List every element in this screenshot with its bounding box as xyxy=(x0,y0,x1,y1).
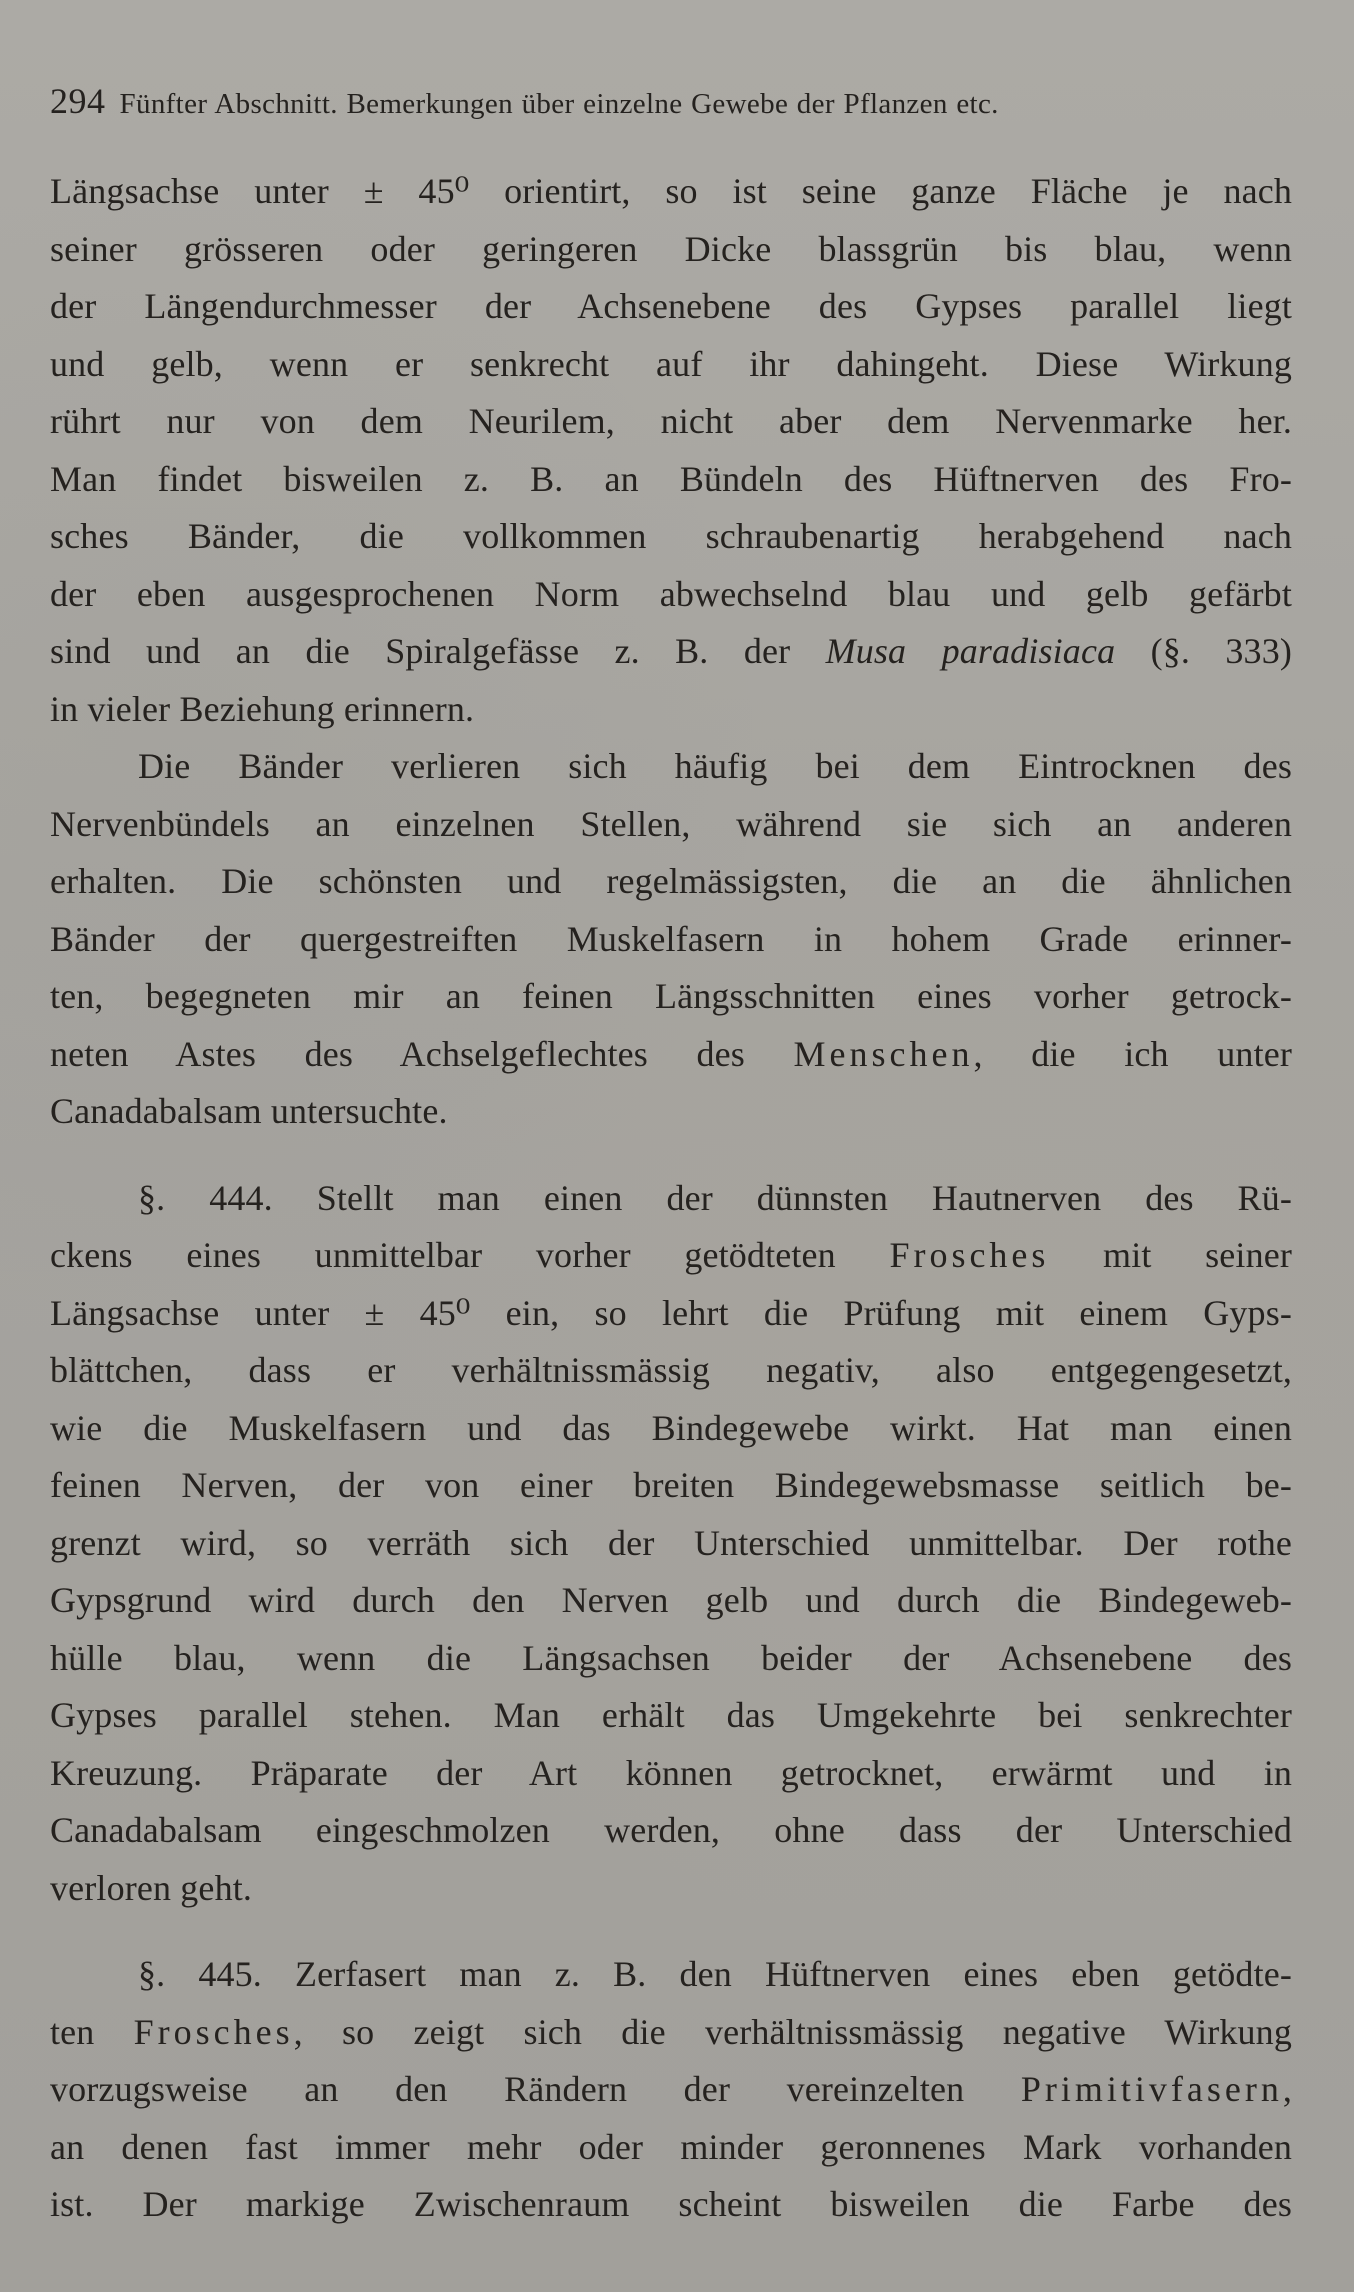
running-title: Fünfter Abschnitt. Bemerkungen über einzelne Gewebe der Pflanzen etc. xyxy=(119,88,999,120)
paragraph-gap xyxy=(50,1141,1292,1170)
paragraph-continuation xyxy=(50,163,1292,738)
text-line: verloren geht. xyxy=(50,1867,253,1908)
paragraph-section-444 xyxy=(50,1170,1292,1918)
text-line: ten, begegneten mir an feinen Längsschnitten eines vorher getrock- xyxy=(50,976,1292,1016)
text-line: der eben ausgesprochenen Norm abwechselnd blau und gelb gefärbt xyxy=(50,573,1292,614)
text-line xyxy=(50,2004,1292,2062)
text-line: Die Bänder verlieren sich häufig bei dem Eintrocknen des xyxy=(138,746,1292,786)
text-line: Gypses parallel stehen. Man erhält das Umgekehrte bei senkrechter xyxy=(50,1695,1292,1735)
text-line: Kreuzung. Präparate der Art können getrocknet, erwärmt und in xyxy=(50,1752,1292,1793)
text-line: feinen Nerven, der von einer breiten Bindegewebsmasse seitlich be- xyxy=(50,1465,1292,1505)
line-text: , xyxy=(1282,2069,1292,2109)
line-text: ckens eines unmittelbar vorher getödteten xyxy=(50,1235,890,1275)
text-line: und gelb, wenn er senkrecht auf ihr dahingeht. Diese Wirkung xyxy=(50,343,1292,384)
text-line: wie die Muskelfasern und das Bindegewebe wirkt. Hat man einen xyxy=(50,1407,1292,1448)
text-line: an denen fast immer mehr oder minder geronnenes Mark vorhanden xyxy=(50,2126,1292,2167)
text-line: Gypsgrund wird durch den Nerven gelb und durch die Bindegeweb- xyxy=(50,1580,1292,1620)
text-line xyxy=(50,623,1292,681)
text-line: hülle blau, wenn die Längsachsen beider der Achsenebene des xyxy=(50,1637,1292,1678)
line-text: vorzugsweise an den Rändern der vereinzelten xyxy=(50,2069,1021,2109)
line-text: neten Astes des Achselgeflechtes des xyxy=(50,1033,794,1074)
text-line: sches Bänder, die vollkommen schraubenartig herabgehend nach xyxy=(50,516,1292,556)
line-text: sind und an die Spiralgefässe z. B. der xyxy=(50,631,826,671)
text-line: in vieler Beziehung erinnern. xyxy=(50,688,475,729)
page-header xyxy=(50,80,1300,130)
text-line: blättchen, dass er verhältnissmässig negativ, also entgegengesetzt, xyxy=(50,1350,1292,1390)
text-line: Nervenbündels an einzelnen Stellen, während sie sich an anderen xyxy=(50,803,1292,844)
text-line: Canadabalsam eingeschmolzen werden, ohne dass der Unterschied xyxy=(50,1810,1292,1850)
line-text: , die ich unter xyxy=(973,1033,1292,1074)
paragraph-section-445 xyxy=(50,1946,1292,2234)
line-text: mit seiner xyxy=(1049,1235,1292,1275)
paragraph-baender xyxy=(50,738,1292,1141)
text-line: der Längendurchmesser der Achsenebene des Gypses parallel liegt xyxy=(50,286,1292,326)
text-line: Längsachse unter ± 45⁰ ein, so lehrt die Prüfung mit einem Gyps- xyxy=(50,1292,1292,1333)
text-line: ist. Der markige Zwischenraum scheint bisweilen die Farbe des xyxy=(50,2184,1292,2224)
page-number: 294 xyxy=(50,81,106,121)
text-line: erhalten. Die schönsten und regelmässigsten, die an die ähnlichen xyxy=(50,861,1292,901)
spaced-term: Primitivfasern xyxy=(1020,2069,1283,2109)
spaced-name: Frosches xyxy=(889,1235,1050,1275)
paragraph-gap xyxy=(50,1917,1292,1946)
line-text: , so zeigt sich die verhältnissmässig negative Wirkung xyxy=(293,2011,1292,2052)
line-text: (§. 333) xyxy=(1115,631,1292,671)
text-line: §. 445. Zerfasert man z. B. den Hüftnerven eines eben getödte- xyxy=(138,1954,1292,1994)
text-line: rührt nur von dem Neurilem, nicht aber dem Nervenmarke her. xyxy=(50,401,1292,441)
text-line xyxy=(50,1227,1292,1285)
line-text: ten xyxy=(50,2011,134,2052)
text-line: Längsachse unter ± 45⁰ orientirt, so ist seine ganze Fläche je nach xyxy=(50,171,1292,211)
text-line xyxy=(50,2061,1292,2119)
italic-species-name: Musa paradisiaca xyxy=(825,631,1116,671)
text-line: Canadabalsam untersuchte. xyxy=(50,1091,448,1131)
body-text xyxy=(50,163,1292,2234)
spaced-name: Frosches xyxy=(133,2011,294,2052)
text-line: §. 444. Stellt man einen der dünnsten Hautnerven des Rü- xyxy=(138,1177,1292,1218)
spaced-name: Menschen xyxy=(793,1033,974,1074)
text-line xyxy=(50,1026,1292,1084)
text-line: seiner grösseren oder geringeren Dicke blassgrün bis blau, wenn xyxy=(50,228,1292,269)
text-line: grenzt wird, so verräth sich der Unterschied unmittelbar. Der rothe xyxy=(50,1522,1292,1563)
text-line: Bänder der quergestreiften Muskelfasern in hohem Grade erinner- xyxy=(50,918,1292,959)
text-line: Man findet bisweilen z. B. an Bündeln des Hüftnerven des Fro- xyxy=(50,458,1292,499)
